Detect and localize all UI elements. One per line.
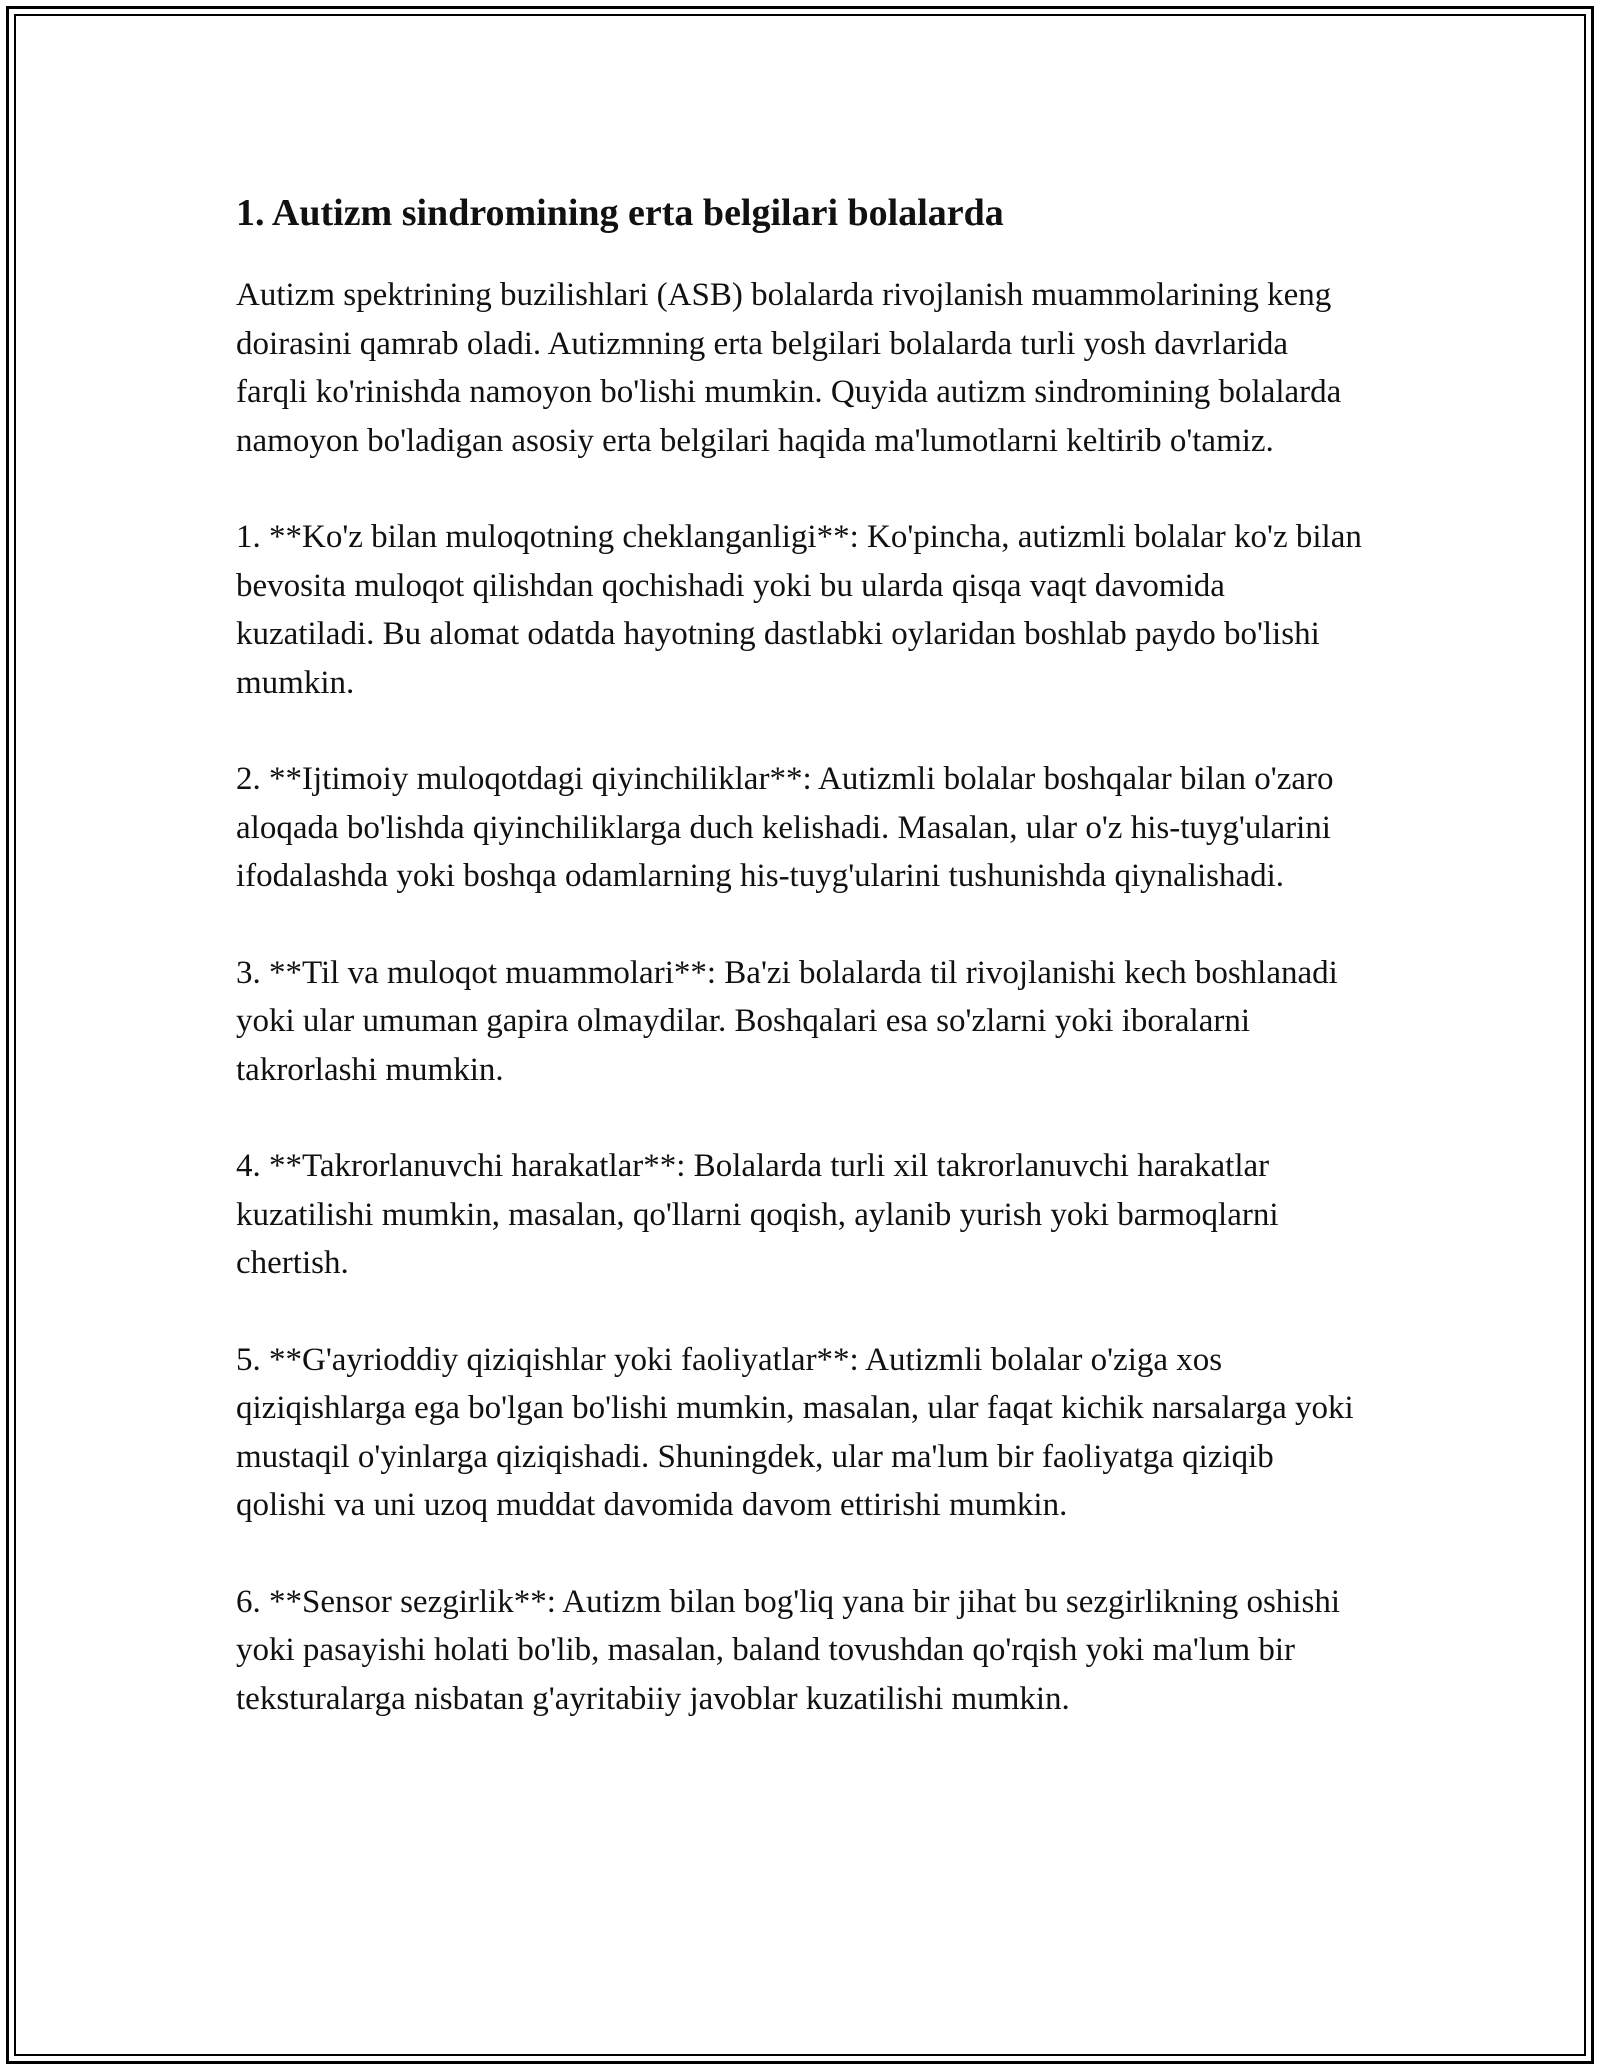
list-item-3: 3. **Til va muloqot muammolari**: Ba'zi bolalarda til rivojlanishi kech boshlanadi yoki ular umuman gapira olmaydilar. Boshqalari esa so'zlarni yoki iboralarni takrorlashi mumkin. (236, 954, 1338, 1088)
list-item-6: 6. **Sensor sezgirlik**: Autizm bilan bog'liq yana bir jihat bu sezgirlikning oshishi yoki pasayishi holati bo'lib, masalan, baland tovushdan qo'rqish yoki ma'lum bir teksturalarga nisbatan g'ayritabiiy javoblar kuzatilishi mumkin. (236, 1583, 1340, 1717)
intro-paragraph: Autizm spektrining buzilishlari (ASB) bolalarda rivojlanish muammolarining keng doirasini qamrab oladi. Autizmning erta belgilari bolalarda turli yosh davrlarida farqli ko'rinishda namoyon bo'lishi mumkin. Quyida autizm sindromining bolalarda namoyon bo'ladigan asosiy erta belgilari haqida ma'lumotlarni keltirib o'tamiz. (236, 277, 1342, 459)
list-item-4: 4. **Takrorlanuvchi harakatlar**: Bolalarda turli xil takrorlanuvchi harakatlar kuzatilishi mumkin, masalan, qo'llarni qoqish, aylanib yurish yoki barmoqlarni chertish. (236, 1148, 1279, 1281)
document-page (236, 185, 1366, 1771)
list-item-2: 2. **Ijtimoiy muloqotdagi qiyinchiliklar**: Autizmli bolalar boshqalar bilan o'zaro aloqada bo'lishda qiyinchiliklarga duch kelishadi. Masalan, ular o'z his-tuyg'ularini ifodalashda yoki boshqa odamlarning his-tuyg'ularini tushunishda qiynalishadi. (236, 761, 1334, 894)
section-heading: 1. Autizm sindromining erta belgilari bolalarda (236, 192, 1004, 234)
list-item-1: 1. **Ko'z bilan muloqotning cheklanganligi**: Ko'pincha, autizmli bolalar ko'z bilan bevosita muloqot qilishdan qochishadi yoki bu ularda qisqa vaqt davomida kuzatiladi. Bu alomat odatda hayotning dastlabki oylaridan boshlab paydo bo'lishi mumkin. (236, 519, 1362, 701)
list-item-5: 5. **G'ayrioddiy qiziqishlar yoki faoliyatlar**: Autizmli bolalar o'ziga xos qiziqishlarga ega bo'lgan bo'lishi mumkin, masalan, ular faqat kichik narsalarga yoki mustaqil o'yinlarga qiziqishadi. Shuningdek, ular ma'lum bir faoliyatga qiziqib qolishi va uni uzoq muddat davomida davom ettirishi mumkin. (236, 1341, 1354, 1523)
